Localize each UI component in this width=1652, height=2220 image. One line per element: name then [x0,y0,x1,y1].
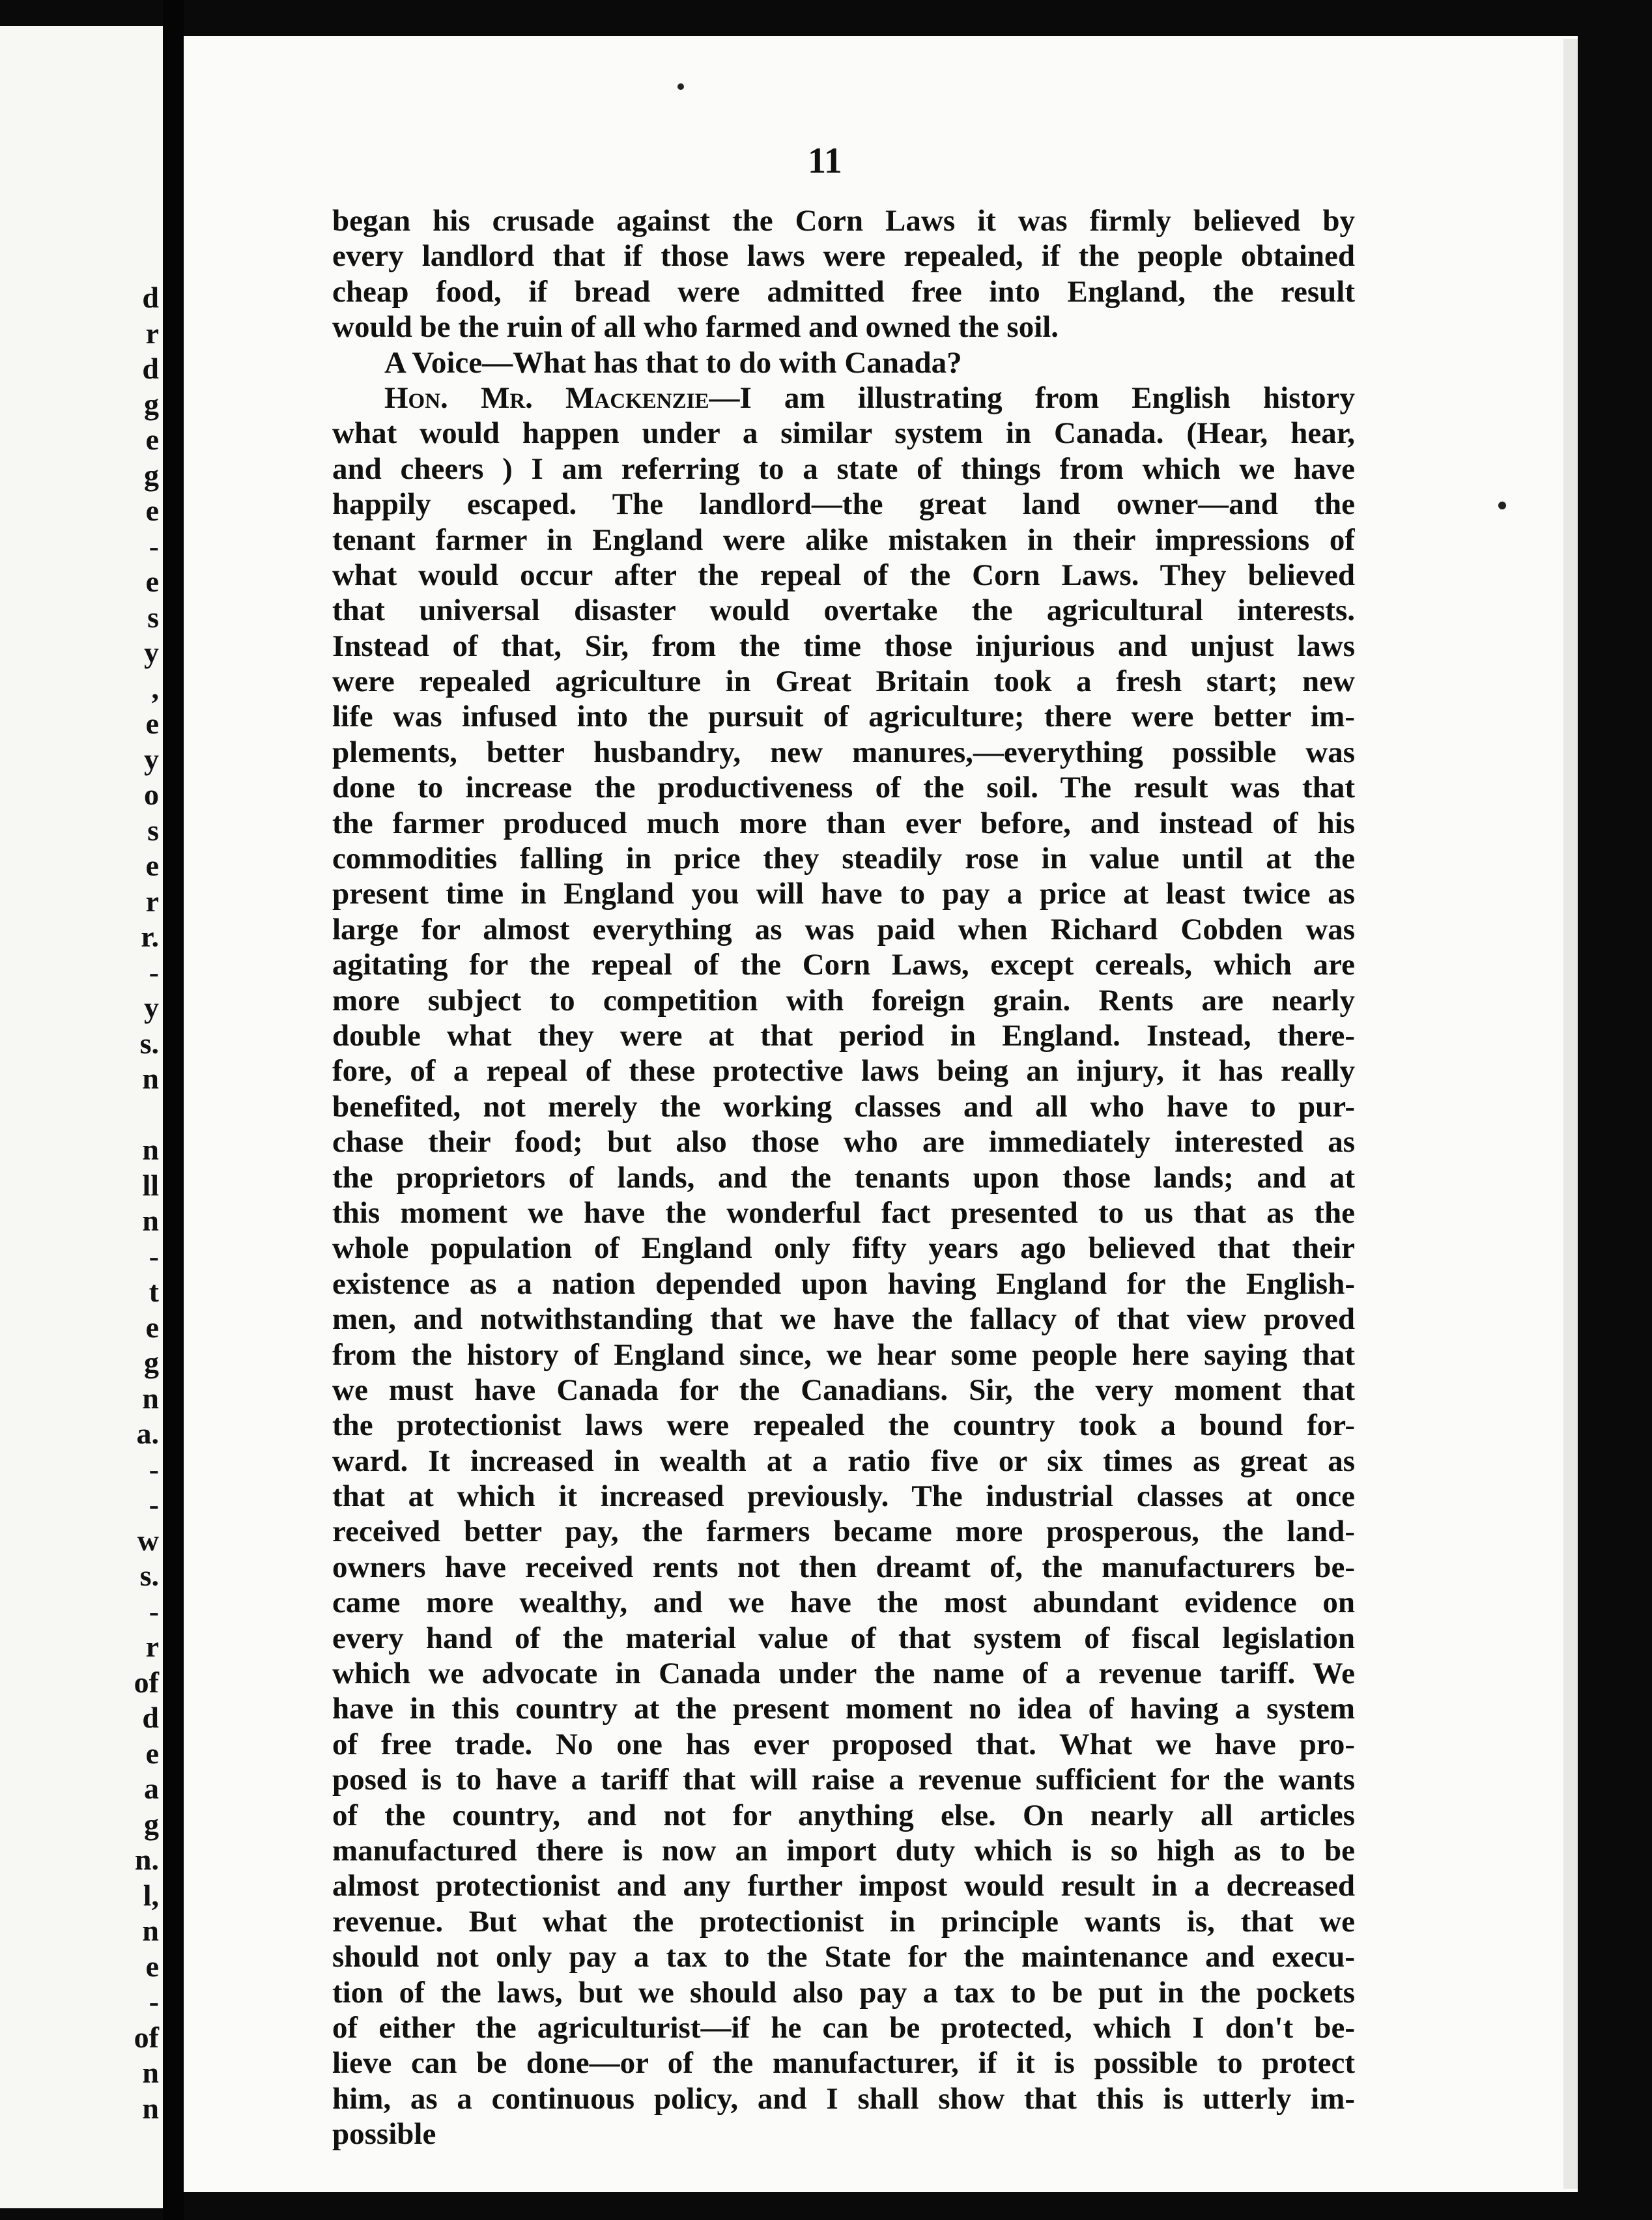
edge-char: ll [142,1168,159,1202]
text-line: which we advocate in Canada under the name of a revenue tariff. We [332,1657,1355,1691]
text-line: every hand of the material value of that system of fiscal legislation [332,1621,1355,1655]
edge-char [133,1097,159,1133]
edge-char: e [145,565,159,598]
edge-char: - [149,1239,159,1273]
text-line: what would occur after the repeal of the Corn Laws. They believed [332,558,1355,592]
edge-char: - [149,955,159,989]
edge-char: y [144,636,159,669]
edge-char: d [142,281,159,314]
text-line: life was infused into the pursuit of agriculture; there were better im- [332,700,1355,734]
text-line: him, as a continuous policy, and I shall show that this is utterly im- [332,2081,1355,2116]
interjection: A Voice—What has that to do with Canada? [384,345,962,380]
text-line: from the history of England since, we hear some people here saying that [332,1337,1355,1372]
text-line: present time in England you will have to pay a price at least twice as [332,877,1355,911]
text-line: benefited, not merely the working classes and all who have to pur- [332,1089,1355,1124]
edge-char: a [144,1772,159,1805]
speaker-line [332,380,1355,416]
edge-char: e [145,849,159,882]
edge-char: n [142,1204,159,1237]
text-line: came more wealthy, and we have the most abundant evidence on [332,1586,1355,1620]
edge-char: a. [136,1417,159,1450]
edge-char: g [144,387,159,421]
text-line: happily escaped. The landlord—the great land owner—and the [332,487,1355,522]
edge-char: , [151,671,159,705]
text-line: we must have Canada for the Canadians. Sir, the very moment that [332,1373,1355,1407]
edge-char: e [145,707,159,740]
edge-char: w [137,1523,159,1557]
text-line: tenant farmer in England were alike mistaken in their impressions of [332,522,1355,557]
page-number: 11 [808,141,842,181]
edge-char: n. [134,1843,159,1876]
text-line: of free trade. No one has ever proposed that. What we have pro- [332,1727,1355,1761]
edge-char: g [144,458,159,492]
text-line: that at which it increased previously. The industrial classes at once [332,1479,1355,1514]
text-line: the farmer produced much more than ever before, and instead of his [332,806,1355,840]
ink-speck [1498,502,1506,509]
body-text [332,203,1355,2152]
edge-char: g [144,1346,159,1379]
edge-char: g [144,1807,159,1841]
text-line: owners have received rents not then dreamt of, the manufacturers be- [332,1550,1355,1584]
edge-char: of [134,2020,159,2054]
edge-char: s. [139,1026,159,1060]
text-line: received better pay, the farmers became more prosperous, the land- [332,1515,1355,1549]
text-line: began his crusade against the Corn Laws it was firmly believed by [332,204,1355,238]
text-line: double what they were at that period in England. Instead, there- [332,1018,1355,1053]
text-line: more subject to competition with foreign grain. Rents are nearly [332,983,1355,1018]
edge-char: d [142,1701,159,1734]
edge-char: s [147,600,159,634]
edge-char: e [145,1736,159,1770]
speaker-name: Hon. Mr. Mackenzie [384,380,709,415]
edge-char: - [149,1594,159,1628]
text-line: should not only pay a tax to the State for the maintenance and execu- [332,1940,1355,1974]
edge-char: e [145,1949,159,1983]
edge-char: - [149,1985,159,2018]
edge-char: y [144,991,159,1024]
edge-char: n [142,1914,159,1947]
text-line: revenue. But what the protectionist in principle wants is, that we [332,1904,1355,1939]
text-line: done to increase the productiveness of the soil. The result was that [332,771,1355,805]
edge-char: n [142,2056,159,2089]
text-line: men, and notwithstanding that we have the fallacy of that view proved [332,1302,1355,1337]
text-line: chase their food; but also those who are immediately interested as [332,1125,1355,1160]
text-line: of the country, and not for anything else. On nearly all articles [332,1798,1355,1832]
text-line: large for almost everything as was paid when Richard Cobden was [332,912,1355,946]
edge-char: t [149,1275,159,1308]
text-line: would be the ruin of all who farmed and owned the soil. [332,310,1059,345]
edge-char: n [142,1133,159,1166]
text-line: plements, better husbandry, new manures,—everything possible was [332,735,1355,769]
speech-start: —I am illustrating from English history [709,380,1355,415]
edge-char: d [142,352,159,385]
text-line: Instead of that, Sir, from the time those injurious and unjust laws [332,629,1355,663]
text-line: possible [332,2117,436,2152]
text-line: existence as a nation depended upon having England for the English- [332,1266,1355,1301]
text-line: were repealed agriculture in Great Britain took a fresh start; new [332,664,1355,699]
text-line: the protectionist laws were repealed the country took a bound for- [332,1408,1355,1443]
text-line: every landlord that if those laws were repealed, if the people obtained [332,239,1355,274]
ink-speck [677,83,684,90]
text-line: tion of the laws, but we should also pay a tax to be put in the pockets [332,1975,1355,2010]
edge-char: r [145,1630,159,1663]
previous-page-edge-text [133,280,159,2126]
text-line: fore, of a repeal of these protective laws being an injury, it has really [332,1054,1355,1089]
page-shadow [1578,20,1652,2220]
text-line: the proprietors of lands, and the tenants upon those lands; and at [332,1160,1355,1195]
text-line: lieve can be done—or of the manufacturer, if it is possible to protect [332,2046,1355,2081]
edge-char: e [145,423,159,456]
edge-char: r [145,884,159,918]
edge-char: r. [141,920,159,953]
edge-char: n [142,1062,159,1095]
page-edge [1563,39,1578,2189]
edge-char: y [144,742,159,776]
edge-char: s [147,813,159,847]
text-line: almost protectionist and any further impost would result in a decreased [332,1869,1355,1903]
edge-char: e [145,494,159,527]
edge-char: n [142,2091,159,2125]
edge-char: s. [139,1559,159,1592]
text-line: of either the agriculturist—if he can be protected, which I don't be- [332,2010,1355,2045]
edge-char: of [134,1665,159,1699]
text-line: and cheers ) I am referring to a state of things from which we have [332,451,1355,486]
edge-char: r [145,316,159,350]
edge-char: l, [143,1878,159,1912]
edge-char: - [149,529,159,563]
text-line: manufactured there is now an import duty which is so high as to be [332,1833,1355,1868]
text-line: what would happen under a similar system in Canada. (Hear, hear, [332,416,1355,451]
previous-page [0,26,163,2208]
text-line: this moment we have the wonderful fact presented to us that as the [332,1195,1355,1230]
book-gutter [163,0,184,2220]
text-line: posed is to have a tariff that will raise a revenue sufficient for the wants [332,1763,1355,1797]
text-line: have in this country at the present moment no idea of having a system [332,1692,1355,1726]
edge-char: e [145,1310,159,1344]
text-line: ward. It increased in wealth at a ratio five or six times as great as [332,1444,1355,1478]
text-line: agitating for the repeal of the Corn Laws, except cereals, which are [332,948,1355,982]
edge-char: - [149,1488,159,1521]
edge-char: n [142,1381,159,1415]
edge-char: - [149,1452,159,1486]
text-line: that universal disaster would overtake the agricultural interests. [332,593,1355,628]
edge-char: o [144,778,159,811]
text-line: whole population of England only fifty years ago believed that their [332,1231,1355,1266]
text-line: commodities falling in price they steadily rose in value until at the [332,842,1355,876]
text-line: cheap food, if bread were admitted free into England, the result [332,274,1355,309]
